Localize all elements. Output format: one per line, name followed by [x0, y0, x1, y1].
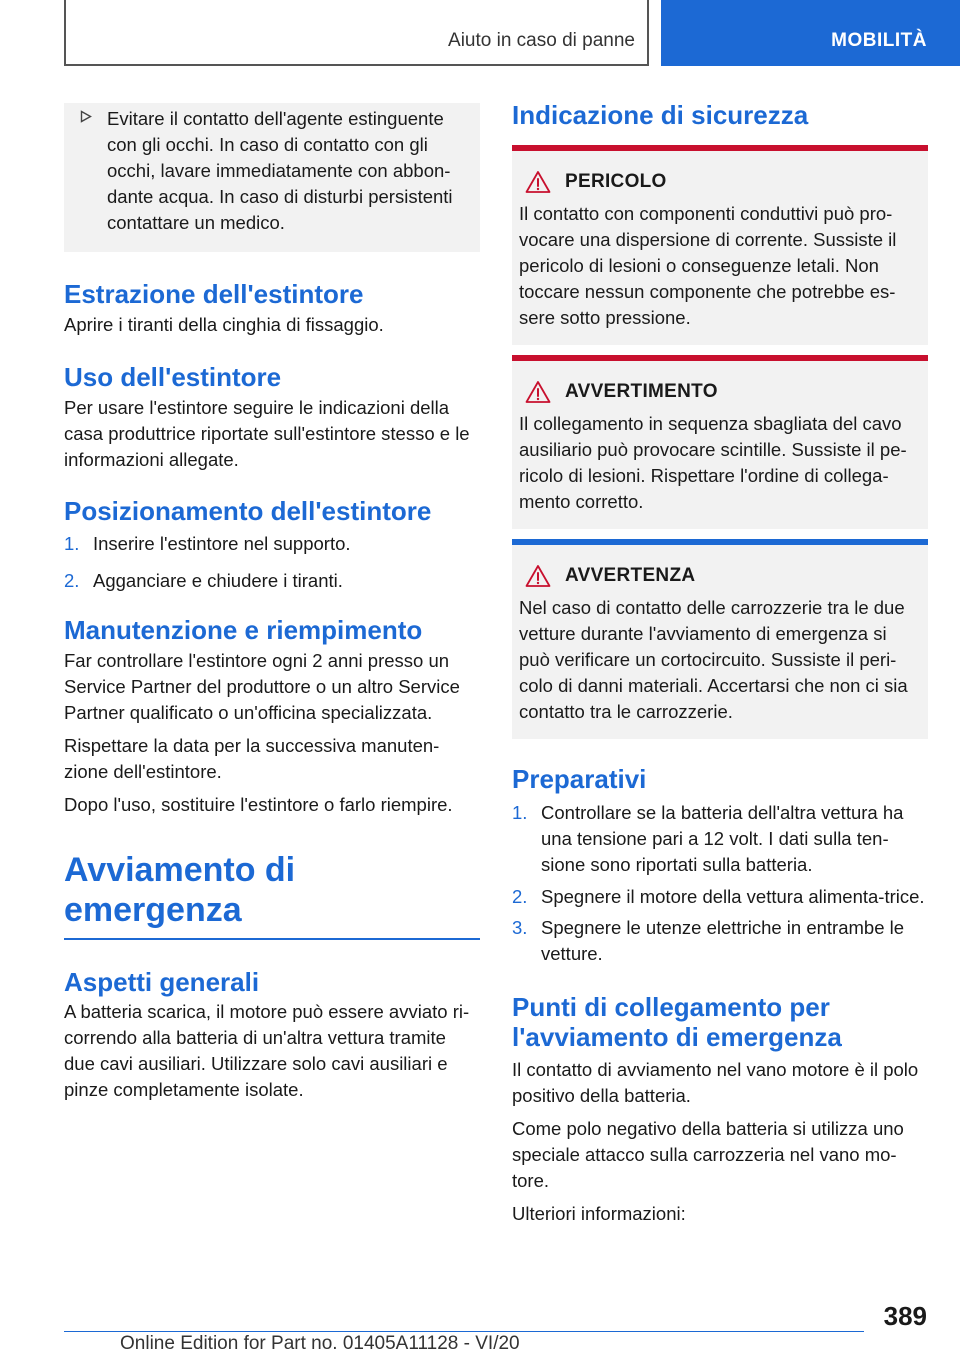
- header-section-box: [64, 0, 649, 66]
- warning-title: [519, 379, 920, 405]
- uso-text: Per usare l'estintore seguire le indicazioni della casa produttrice riportate sull'estintore stesso e le informazioni allegate.: [64, 397, 470, 470]
- header-chapter-box: [661, 0, 960, 66]
- manutenzione-paragraph: Far controllare l'estintore ogni 2 anni presso un Service Partner del produttore o un altro Service Partner qualificato o un'officina specializzata.: [64, 650, 460, 723]
- heading-estrazione: Estrazione dell'estintore: [64, 279, 364, 309]
- left-column: [64, 103, 480, 1103]
- warning-box-pericolo: [512, 145, 928, 345]
- heading-rule: [64, 938, 480, 940]
- estrazione-text: Aprire i tiranti della cinghia di fissaggio.: [64, 314, 384, 335]
- footer-rule: [64, 1331, 864, 1332]
- warning-title: [519, 563, 920, 589]
- manutenzione-paragraph: Dopo l'uso, sostituire l'estintore o farlo riempire.: [64, 794, 453, 815]
- step-item: [512, 800, 928, 878]
- warning-triangle-icon: [525, 380, 551, 404]
- step-text: Spegnere il motore della vettura alimenta-trice.: [541, 886, 925, 907]
- triangle-right-icon: [78, 106, 107, 236]
- heading-punti: Punti di collegamento per l'avviamento di emergenza: [512, 992, 842, 1052]
- note-box: [64, 103, 480, 252]
- heading-posizionamento: Posizionamento dell'estintore: [64, 496, 432, 526]
- heading-manutenzione: Manutenzione e riempimento: [64, 615, 423, 645]
- preparativi-steps: [512, 800, 928, 967]
- note-text: Evitare il contatto dell'agente estinguente con gli occhi. In caso di contatto con gli occhi, lavare immediatamente con abbon-dante acqua. In caso di disturbi persistenti contattare un medico.: [107, 108, 453, 233]
- punti-paragraph: Ulteriori informazioni:: [512, 1203, 686, 1224]
- punti-paragraph: Il contatto di avviamento nel vano motore è il polo positivo della batteria.: [512, 1059, 919, 1106]
- page-number: 389: [883, 1301, 927, 1331]
- warning-box-avvertenza: [512, 539, 928, 739]
- warning-triangle-icon: [525, 564, 551, 588]
- heading-avviamento: Avviamento di emergenza: [64, 851, 296, 929]
- section-title: Aiuto in caso di panne: [448, 30, 635, 51]
- punti-paragraph: Come polo negativo della batteria si utilizza uno speciale attacco sulla carrozzeria nel vano mo-tore.: [512, 1118, 904, 1191]
- chapter-title: MOBILITÀ: [831, 30, 927, 51]
- step-number: 1.: [512, 802, 528, 823]
- warning-box-avvertimento: [512, 355, 928, 529]
- warning-label: AVVERTIMENTO: [565, 381, 718, 402]
- step-text: Controllare se la batteria dell'altra vettura ha una tensione pari a 12 volt. I dati sulla ten-sione sono riportati sulla batteria.: [541, 802, 904, 875]
- warning-text: Nel caso di contatto delle carrozzerie tra le due vetture durante l'avviamento di emergenza si può verificare un cortocircuito. Sussiste il peri-colo di danni materiali. Accertarsi che non ci sia contatto tra le carrozzerie.: [519, 597, 908, 722]
- heading-preparativi: Preparativi: [512, 764, 647, 794]
- step-text: Spegnere le utenze elettriche in entrambe le vetture.: [541, 917, 905, 964]
- step-number: 2.: [64, 570, 80, 591]
- warning-text: Il contatto con componenti conduttivi può pro-vocare una dispersione di corrente. Sussiste il pericolo di lesioni o conseguenze letali. Non toccare nessun componente che potrebbe es-sere sotto pressione.: [519, 203, 897, 328]
- warning-triangle-icon: [525, 170, 551, 194]
- step-item: [64, 531, 480, 557]
- step-number: 1.: [64, 533, 80, 554]
- step-text: Inserire l'estintore nel supporto.: [93, 533, 351, 554]
- manutenzione-paragraph: Rispettare la data per la successiva manuten-zione dell'estintore.: [64, 735, 440, 782]
- right-column: [512, 100, 928, 1227]
- aspetti-text: A batteria scarica, il motore può essere avviato ri-correndo alla batteria di un'altra vettura tramite due cavi ausiliari. Utilizzare solo cavi ausiliari e pinze completamente isolate.: [64, 1001, 470, 1100]
- heading-aspetti: Aspetti generali: [64, 967, 260, 997]
- posizionamento-steps: [64, 531, 480, 594]
- warning-title: [519, 169, 920, 195]
- footer-edition: Online Edition for Part no. 01405A11128 - VI/20: [120, 1333, 520, 1354]
- warning-label: AVVERTENZA: [565, 565, 696, 586]
- heading-uso: Uso dell'estintore: [64, 362, 282, 392]
- note-item: [78, 106, 466, 236]
- step-item: [64, 568, 480, 594]
- warning-text: Il collegamento in sequenza sbagliata del cavo ausiliario può provocare scintille. Sussiste il pe-ricolo di lesioni. Rispettare l'ordine di collega-mento corretto.: [519, 413, 907, 512]
- step-item: [512, 884, 928, 910]
- step-number: 2.: [512, 886, 528, 907]
- step-number: 3.: [512, 917, 528, 938]
- step-item: [512, 915, 928, 967]
- step-text: Agganciare e chiudere i tiranti.: [93, 570, 343, 591]
- warning-label: PERICOLO: [565, 171, 667, 192]
- heading-sicurezza: Indicazione di sicurezza: [512, 100, 809, 130]
